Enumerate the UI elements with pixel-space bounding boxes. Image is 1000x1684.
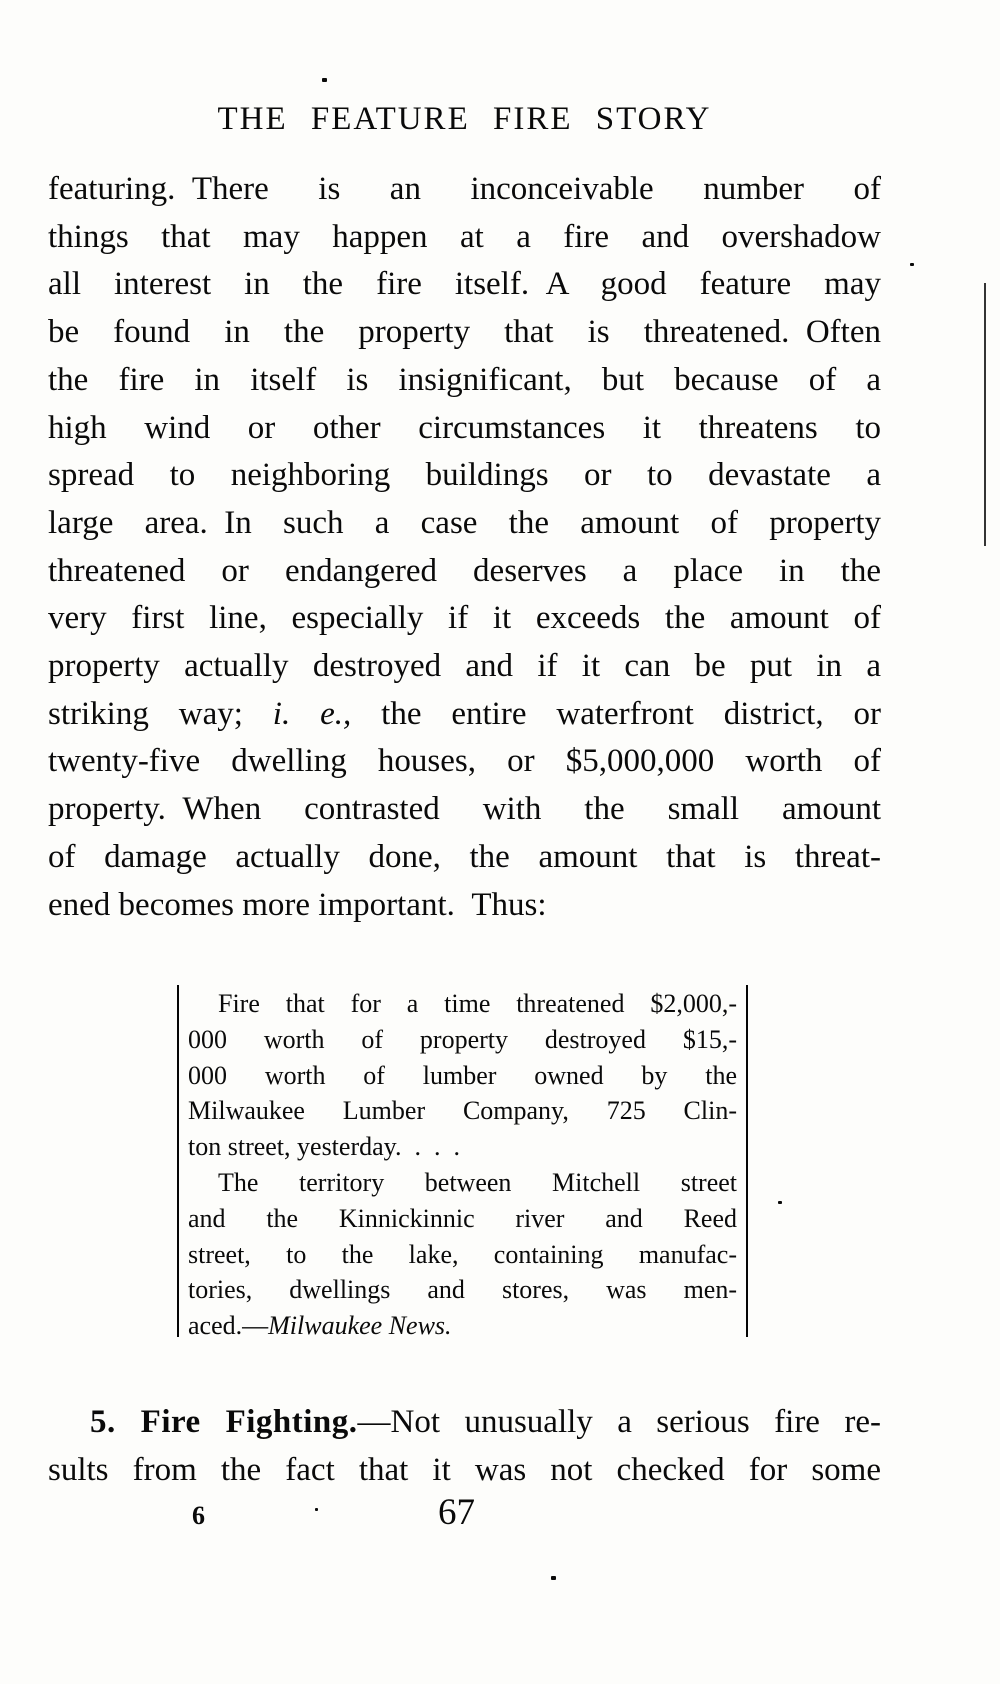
text-segment: 5. Fire Fighting. (90, 1404, 358, 1440)
text-line (48, 786, 881, 834)
text-line (188, 1272, 737, 1308)
text-segment: property. When contrasted with the small amount (48, 791, 881, 828)
text-segment: all interest in the fire itself. A good feature may (48, 266, 881, 303)
text-line (188, 1237, 737, 1273)
text-line (48, 214, 881, 262)
text-line (188, 1201, 737, 1237)
text-line (188, 986, 737, 1022)
body-paragraph (48, 166, 881, 929)
text-line (188, 1129, 737, 1165)
text-segment: Milwaukee Lumber Company, 725 Clin- (188, 1096, 737, 1126)
text-line (188, 1022, 737, 1058)
scan-speck (778, 1201, 782, 1204)
signature-number: 6 (192, 1501, 205, 1530)
text-segment: the entire waterfront district, or (351, 695, 881, 732)
text-segment: very first line, especially if it exceeds the amount of (48, 600, 881, 637)
text-segment: twenty-five dwelling houses, or $5,000,000 worth of (48, 743, 881, 780)
text-segment: and the Kinnickinnic river and Reed (188, 1203, 737, 1233)
text-segment: sults from the fact that it was not checked for some (48, 1451, 881, 1488)
text-line (48, 166, 881, 214)
page-number: 67 (438, 1492, 475, 1533)
section-paragraph (48, 1399, 881, 1494)
text-line (188, 1093, 737, 1129)
scan-speck (551, 1576, 556, 1580)
scan-speck (322, 78, 327, 82)
text-segment: aced.— (188, 1311, 269, 1341)
text-line (48, 882, 881, 930)
text-segment: i. e., (272, 695, 352, 732)
text-segment: threatened or endangered deserves a place in the (48, 552, 881, 589)
text-line (48, 261, 881, 309)
text-segment: spread to neighboring buildings or to devastate a (48, 457, 881, 494)
text-segment: be found in the property that is threatened. Often (48, 314, 881, 351)
text-segment: Fire that for a time threatened $2,000,- (218, 989, 737, 1018)
text-segment: tories, dwellings and stores, was men- (188, 1275, 737, 1305)
text-line (48, 691, 881, 739)
text-segment: —Not unusually a serious fire re- (357, 1404, 881, 1440)
text-line (48, 1447, 881, 1495)
page-edge-artifact (984, 283, 986, 546)
text-line (48, 357, 881, 405)
text-line (48, 548, 881, 596)
text-segment: ton street, yesterday. . . . (188, 1132, 460, 1162)
text-line (188, 1165, 737, 1201)
text-segment: property actually destroyed and if it can be put in a (48, 648, 881, 685)
text-segment: street, to the lake, containing manufac- (188, 1239, 737, 1269)
text-segment: 000 worth of lumber owned by the (188, 1060, 737, 1090)
text-segment: 000 worth of property destroyed $15,- (188, 1024, 737, 1054)
quoted-newspaper-excerpt (177, 985, 748, 1341)
page-header: THE FEATURE FIRE STORY (217, 101, 712, 137)
text-segment: of damage actually done, the amount that is threat- (48, 838, 881, 875)
text-line (48, 309, 881, 357)
text-segment: Milwaukee News. (268, 1311, 452, 1341)
text-segment: things that may happen at a fire and overshadow (48, 218, 881, 255)
text-segment: high wind or other circumstances it threatens to (48, 409, 881, 446)
scan-speck (910, 263, 914, 266)
text-line (48, 452, 881, 500)
scan-speck (315, 1508, 318, 1511)
text-line (48, 500, 881, 548)
text-line (48, 1399, 881, 1447)
text-line (188, 1058, 737, 1094)
text-line (48, 834, 881, 882)
text-segment: striking way; (48, 695, 273, 732)
text-line (48, 738, 881, 786)
text-segment: large area. In such a case the amount of property (48, 504, 881, 541)
text-line (48, 643, 881, 691)
text-line (188, 1308, 737, 1344)
text-segment: featuring. There is an inconceivable number of (48, 171, 881, 207)
text-segment: the fire in itself is insignificant, but because of a (48, 361, 881, 398)
text-segment: ened becomes more important. Thus: (48, 886, 547, 923)
text-segment: The territory between Mitchell street (218, 1167, 737, 1197)
text-line (48, 405, 881, 453)
text-line (48, 595, 881, 643)
